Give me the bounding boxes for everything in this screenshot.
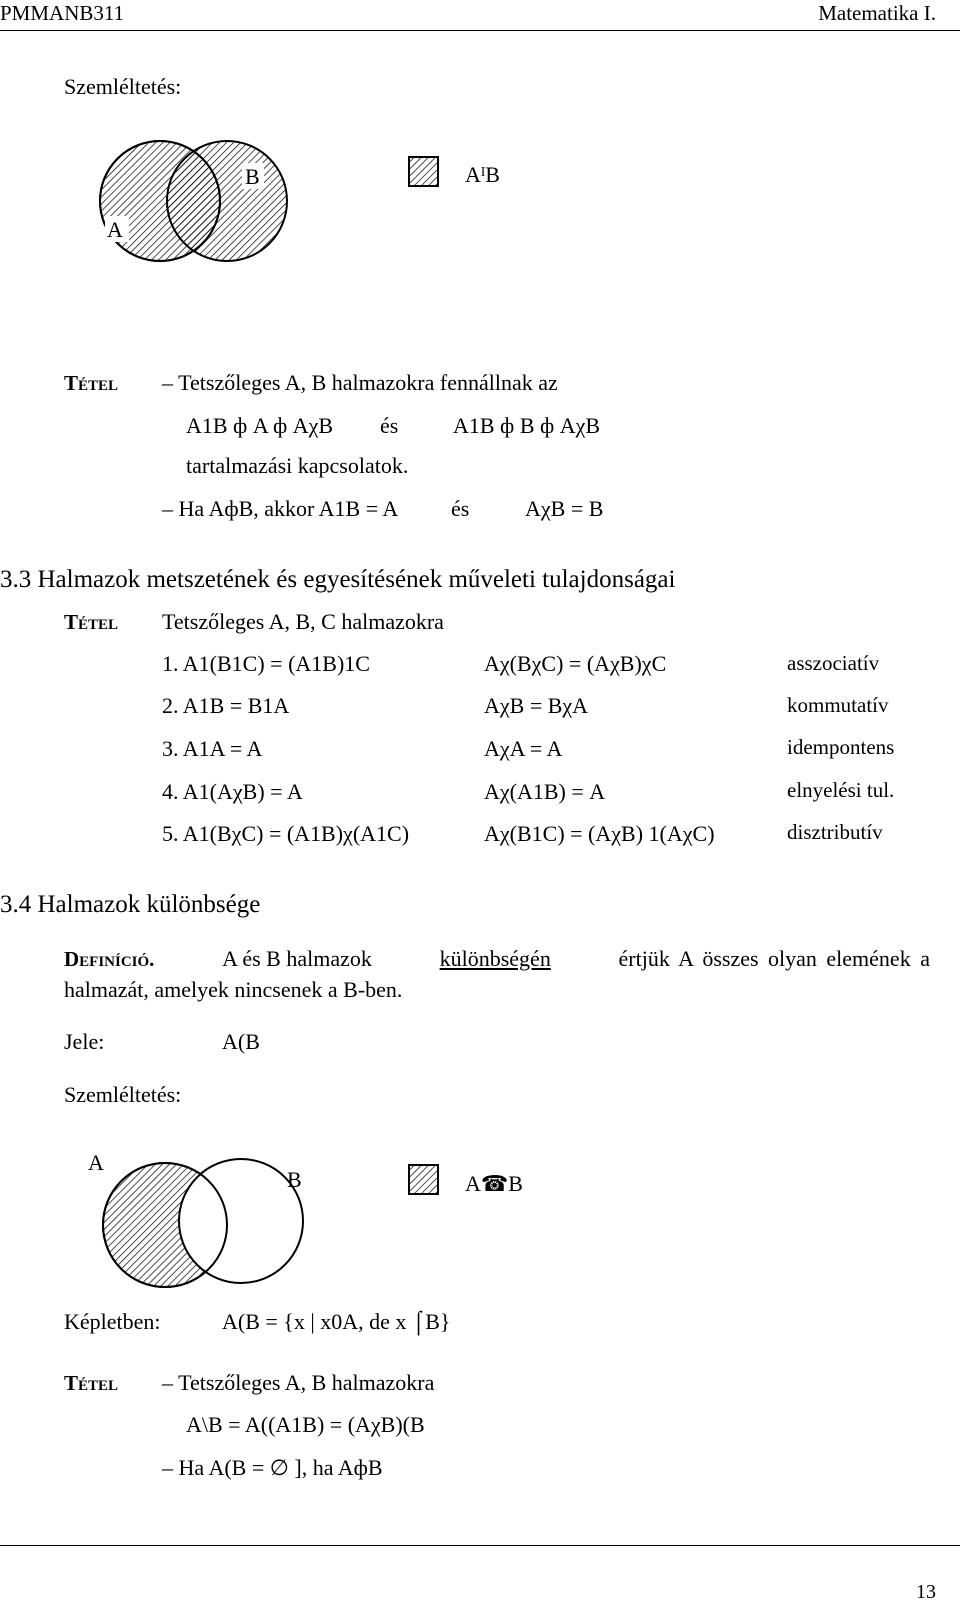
- definition-term: különbségén: [439, 946, 551, 971]
- footer-rule: [0, 1545, 960, 1546]
- section-3-3-title: 3.3 Halmazok metszetének és egyesítésének műveleti tulajdonságai: [0, 566, 676, 593]
- tetel1-line4c: AχB = B: [525, 496, 604, 521]
- venn1-label-a: A: [107, 217, 123, 242]
- property-row-4-right: elnyelési tul.: [787, 778, 895, 802]
- tetel1-line1: – Tetszőleges A, B halmazokra fennállnak az: [162, 370, 558, 395]
- formula-text: A(B = {x | x0A, de x ⌠B}: [222, 1309, 451, 1334]
- illustration-label-2: Szemléltetés:: [64, 1082, 182, 1107]
- tetel3-line1: – Tetszőleges A, B halmazokra: [162, 1370, 435, 1395]
- tetel1-line2b: és: [380, 413, 399, 438]
- tetel1-line2c: A1B ф B ф AχB: [453, 413, 601, 438]
- header-rule: [0, 30, 960, 31]
- definition-label: Definíció.: [64, 947, 155, 971]
- circle-b: [167, 141, 287, 261]
- illustration-label-1: Szemléltetés:: [64, 74, 182, 99]
- property-row-3-mid: AχA = A: [484, 736, 563, 761]
- tetel1-line3: tartalmazási kapcsolatok.: [186, 453, 409, 478]
- formula-label: Képletben:: [64, 1309, 161, 1334]
- venn1-label-b: B: [245, 164, 260, 189]
- venn-diagram-union: [90, 130, 330, 280]
- tetel3-line3: – Ha A(B = ∅ ], ha AфB: [162, 1455, 383, 1480]
- definition-text-a: A és B halmazok: [222, 946, 372, 971]
- property-row-1-right: asszociatív: [787, 651, 880, 675]
- header-right: Matematika I.: [818, 1, 936, 25]
- property-row-1-left: 1. A1(B1C) = (A1B)1C: [162, 651, 370, 676]
- property-row-1-mid: Aχ(BχC) = (AχB)χC: [484, 651, 667, 676]
- venn2-label-b: B: [287, 1167, 302, 1192]
- property-row-2-mid: AχB = BχA: [484, 693, 589, 718]
- tetel2-label: Tétel: [64, 610, 119, 634]
- legend-label-1: AᴵB: [465, 162, 500, 187]
- definition-line-1: [64, 946, 930, 972]
- tetel1-line4b: és: [451, 496, 470, 521]
- property-row-3-left: 3. A1A = A: [162, 736, 263, 761]
- tetel3-label: Tétel: [64, 1371, 119, 1395]
- definition-text-b: értjük A összes olyan elemének a: [618, 946, 930, 971]
- tetel1-line4a: – Ha AфB, akkor A1B = A: [162, 496, 399, 521]
- property-row-5-left: 5. A1(BχC) = (A1B)χ(A1C): [162, 821, 410, 846]
- property-row-4-mid: Aχ(A1B) = A: [484, 779, 606, 804]
- notation-label: Jele:: [64, 1029, 105, 1054]
- header-left: PMMANB311: [0, 1, 125, 25]
- property-row-5-mid: Aχ(B1C) = (AχB) 1(AχC): [484, 821, 715, 846]
- legend-swatch-1: [408, 156, 440, 188]
- venn2-label-a: A: [88, 1150, 104, 1175]
- property-row-5-right: disztributív: [787, 820, 883, 844]
- property-row-4-left: 4. A1(AχB) = A: [162, 779, 303, 804]
- notation-value: A(B: [222, 1029, 260, 1054]
- section-3-4-title: 3.4 Halmazok különbsége: [0, 891, 261, 918]
- tetel1-label: Tétel: [64, 371, 119, 395]
- property-row-2-right: kommutatív: [787, 693, 889, 717]
- circle-b: [179, 1159, 303, 1283]
- property-row-2-left: 2. A1B = B1A: [162, 693, 290, 718]
- section-3-3-intro: Tetszőleges A, B, C halmazokra: [162, 609, 444, 634]
- legend-swatch-2: [408, 1164, 440, 1196]
- page-number: 13: [916, 1581, 936, 1603]
- legend-label-2: A☎B: [465, 1171, 523, 1196]
- tetel1-line2a: A1B ф A ф AχB: [186, 413, 334, 438]
- definition-line-2: halmazát, amelyek nincsenek a B-ben.: [64, 977, 403, 1002]
- venn-diagram-difference: [80, 1140, 340, 1290]
- property-row-3-right: idempontens: [787, 735, 895, 759]
- tetel3-line2: A\B = A((A1B) = (AχB)(B: [186, 1412, 425, 1437]
